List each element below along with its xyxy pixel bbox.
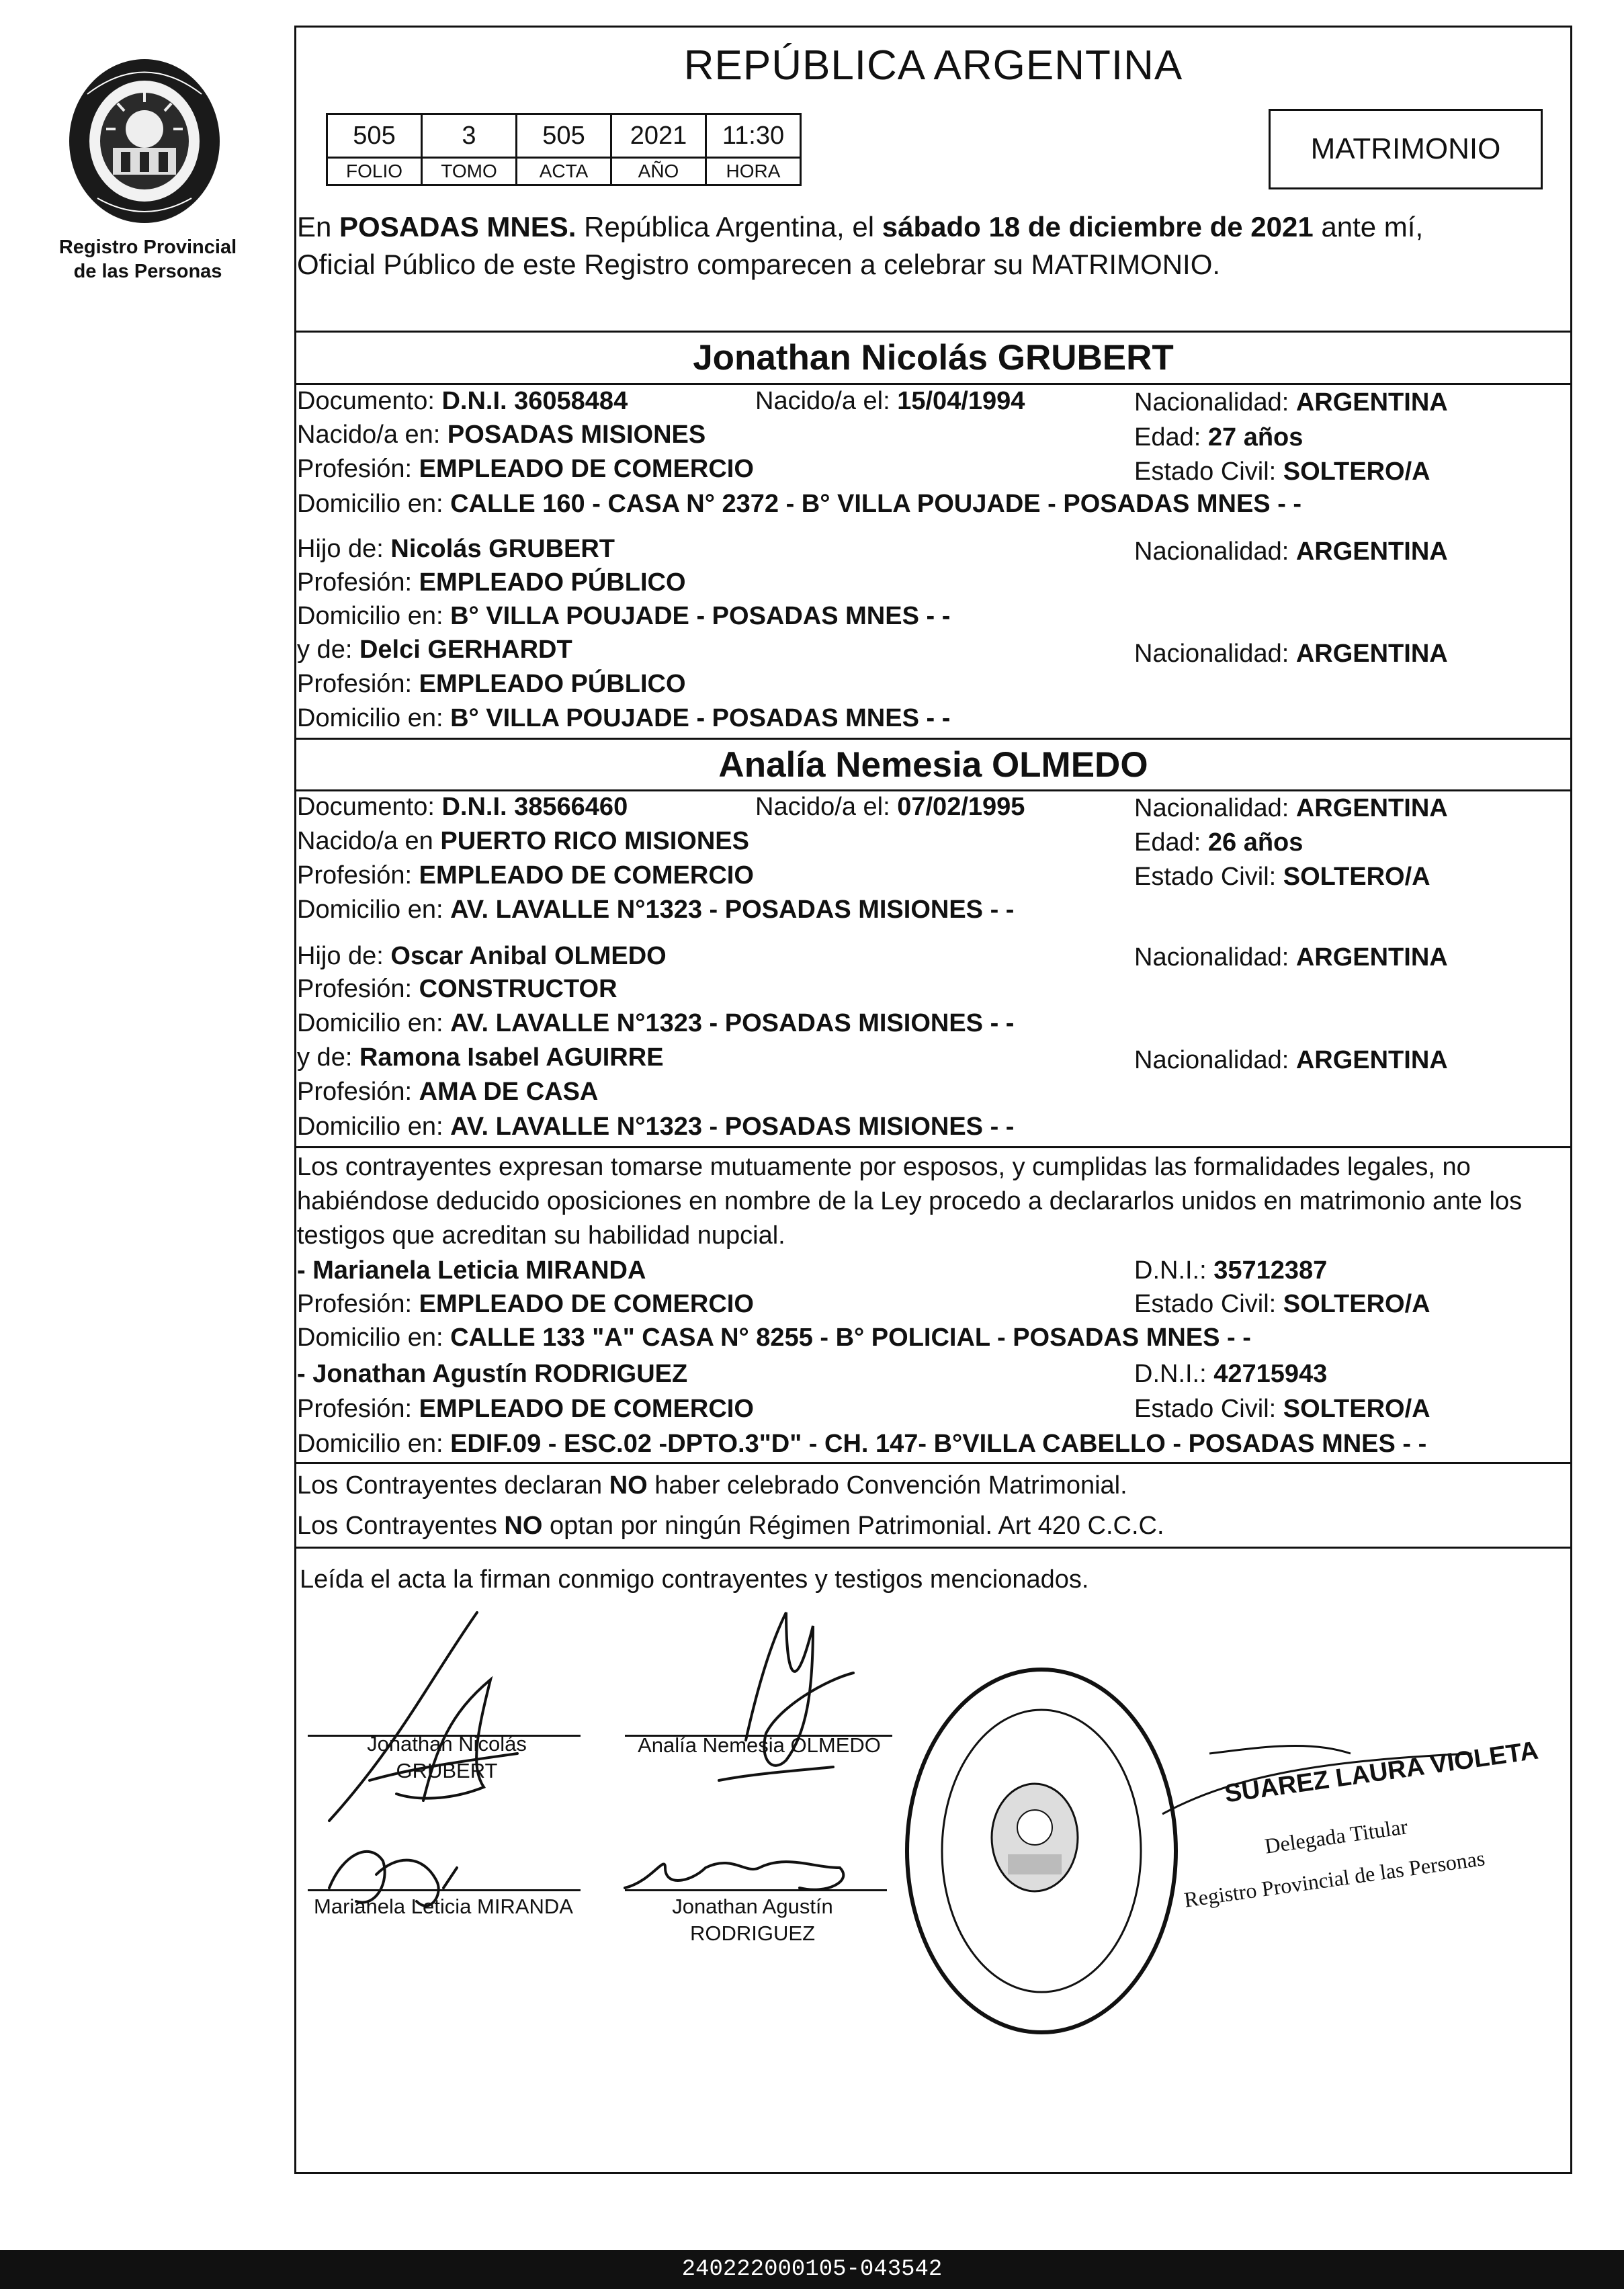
label: Profesión: xyxy=(297,670,419,698)
label: RODRIGUEZ xyxy=(690,1921,815,1945)
c1-lugar xyxy=(297,421,706,449)
oficial-cargo: Delegada Titular xyxy=(1263,1814,1410,1858)
value: ARGENTINA xyxy=(1295,943,1448,971)
label: Profesión: xyxy=(297,455,419,483)
firma-contrayente1 xyxy=(336,1731,558,1784)
label: D.N.I.: xyxy=(1134,1360,1214,1388)
label: Documento: xyxy=(297,387,442,415)
regimen-text xyxy=(297,1512,1164,1541)
divider xyxy=(294,331,1572,333)
label: Domicilio en: xyxy=(297,1324,451,1352)
value: - Marianela Leticia MIRANDA xyxy=(297,1256,646,1285)
testigo1-dni xyxy=(1134,1256,1327,1285)
c1-profesion xyxy=(297,455,754,484)
contrayente2-name: Analía Nemesia OLMEDO xyxy=(718,745,1148,785)
label: Profesión: xyxy=(297,975,419,1003)
value: D.N.I. 38566460 xyxy=(441,793,628,821)
value: EMPLEADO DE COMERCIO xyxy=(419,455,754,483)
c1-madre-profesion xyxy=(297,670,686,699)
folio-label: FOLIO xyxy=(327,158,422,185)
c1-madre-domicilio xyxy=(297,704,950,733)
value: CALLE 133 "A" CASA N° 8255 - B° POLICIAL - POSADAS MNES - - xyxy=(450,1324,1251,1352)
c1-padre-profesion xyxy=(297,568,686,597)
value: - Jonathan Agustín RODRIGUEZ xyxy=(297,1360,688,1388)
c1-documento xyxy=(297,387,628,416)
logo-caption-line2: de las Personas xyxy=(73,261,222,282)
testigo2-domicilio xyxy=(297,1430,1426,1459)
c2-padre-domicilio xyxy=(297,1009,1014,1038)
anio-value: 2021 xyxy=(611,114,706,158)
act-type-box: MATRIMONIO xyxy=(1269,109,1543,189)
value: PUERTO RICO MISIONES xyxy=(440,827,749,855)
divider xyxy=(294,738,1572,740)
label: Edad: xyxy=(1134,423,1208,451)
firma-testigo2 xyxy=(638,1893,867,1947)
oficial-org: Registro Provincial de las Personas xyxy=(1183,1846,1487,1912)
value: EMPLEADO DE COMERCIO xyxy=(419,1290,754,1318)
value: EMPLEADO PÚBLICO xyxy=(419,670,686,698)
label: Profesión: xyxy=(297,861,419,890)
testigo2-name xyxy=(297,1360,687,1389)
text: Los Contrayentes xyxy=(297,1512,505,1540)
c2-madre-profesion xyxy=(297,1078,598,1107)
value: 42715943 xyxy=(1213,1360,1328,1388)
label: Nacionalidad: xyxy=(1134,1046,1296,1074)
label: Nacionalidad: xyxy=(1134,794,1296,822)
divider xyxy=(294,383,1572,385)
label: Nacionalidad: xyxy=(1134,943,1296,971)
label: Nacido/a el: xyxy=(755,387,898,415)
c1-nacionalidad xyxy=(1134,388,1448,417)
text: optan por ningún Régimen Patrimonial. Art 420 C.C.C. xyxy=(542,1512,1164,1540)
signature-line xyxy=(625,1889,887,1891)
value: AV. LAVALLE N°1323 - POSADAS MISIONES - - xyxy=(450,1113,1015,1141)
firma-testigo1: Marianela Leticia MIRANDA xyxy=(314,1895,573,1918)
intro-date: sábado 18 de diciembre de 2021 xyxy=(882,211,1314,243)
c2-padre-nacionalidad xyxy=(1134,943,1448,972)
intro-city: POSADAS MNES. xyxy=(339,211,576,243)
value: ARGENTINA xyxy=(1295,388,1448,417)
value: 15/04/1994 xyxy=(897,387,1025,415)
label: Domicilio en: xyxy=(297,896,451,924)
text: haber celebrado Convención Matrimonial. xyxy=(647,1471,1127,1500)
label: Edad: xyxy=(1134,828,1208,857)
divider xyxy=(294,1547,1572,1549)
label: Nacionalidad: xyxy=(1134,537,1296,566)
label: Estado Civil: xyxy=(1134,1290,1283,1318)
document-title: REPÚBLICA ARGENTINA xyxy=(683,42,1183,89)
value: EMPLEADO PÚBLICO xyxy=(419,568,686,597)
value: AMA DE CASA xyxy=(419,1078,599,1106)
value: Oscar Anibal OLMEDO xyxy=(390,942,667,970)
label: Nacido/a el: xyxy=(755,793,898,821)
label: Hijo de: xyxy=(297,535,391,563)
label: D.N.I.: xyxy=(1134,1256,1214,1285)
value: EDIF.09 - ESC.02 -DPTO.3"D" - CH. 147- B°VILLA CABELLO - POSADAS MNES - - xyxy=(450,1430,1427,1458)
c1-nacimiento xyxy=(755,387,1025,416)
label: Domicilio en: xyxy=(297,490,451,518)
divider xyxy=(294,1462,1572,1464)
label: Profesión: xyxy=(297,568,419,597)
c1-estado-civil xyxy=(1134,458,1430,486)
label: Domicilio en: xyxy=(297,704,451,732)
label: y de: xyxy=(297,1043,359,1072)
c2-madre-domicilio xyxy=(297,1113,1014,1141)
emphasis: NO xyxy=(504,1512,543,1540)
testigo1-domicilio xyxy=(297,1324,1251,1352)
c2-madre xyxy=(297,1043,664,1072)
intro-part: República Argentina, el xyxy=(576,211,882,243)
divider xyxy=(294,1146,1572,1148)
c2-padre-profesion xyxy=(297,975,617,1004)
acta-label: ACTA xyxy=(517,158,611,185)
testigo1-profesion xyxy=(297,1290,754,1319)
label: Nacionalidad: xyxy=(1134,388,1296,417)
label: Domicilio en: xyxy=(297,602,451,630)
testigo1-estado-civil xyxy=(1134,1290,1430,1319)
firma-contrayente2: Analía Nemesia OLMEDO xyxy=(638,1733,881,1757)
label: Profesión: xyxy=(297,1290,419,1318)
text: Los Contrayentes declaran xyxy=(297,1471,609,1500)
intro-part: ante mí, xyxy=(1313,211,1424,243)
value: AV. LAVALLE N°1323 - POSADAS MISIONES - - xyxy=(450,896,1015,924)
label: Nacido/a en xyxy=(297,827,441,855)
logo-caption xyxy=(40,235,255,284)
oficial-name: SUAREZ LAURA VIOLETA xyxy=(1223,1736,1541,1809)
firma-intro: Leída el acta la firman conmigo contrayentes y testigos mencionados. xyxy=(300,1565,1089,1594)
record-table xyxy=(326,113,802,186)
c1-domicilio xyxy=(297,490,1301,519)
label: Nacido/a en: xyxy=(297,421,447,449)
label: Profesión: xyxy=(297,1395,419,1423)
c2-madre-nacionalidad xyxy=(1134,1046,1448,1075)
divider xyxy=(294,789,1572,791)
value: 27 años xyxy=(1207,423,1304,451)
label: Domicilio en: xyxy=(297,1009,451,1037)
tomo-value: 3 xyxy=(422,114,517,158)
c1-edad xyxy=(1134,423,1303,452)
c2-padre xyxy=(297,942,667,971)
c1-padre-domicilio xyxy=(297,602,950,631)
value: Nicolás GRUBERT xyxy=(390,535,615,563)
intro-text xyxy=(297,208,1564,284)
official-seal xyxy=(900,1663,1183,2039)
emphasis: NO xyxy=(609,1471,648,1500)
acta-value: 505 xyxy=(517,114,611,158)
value: SOLTERO/A xyxy=(1283,1290,1430,1318)
folio-value: 505 xyxy=(327,114,422,158)
value: B° VILLA POUJADE - POSADAS MNES - - xyxy=(450,704,951,732)
c1-madre xyxy=(297,636,572,664)
testigo2-profesion xyxy=(297,1395,754,1424)
label: Profesión: xyxy=(297,1078,419,1106)
logo-caption-line1: Registro Provincial xyxy=(58,236,237,258)
label: Nacionalidad: xyxy=(1134,640,1296,668)
c2-nacionalidad xyxy=(1134,794,1448,823)
value: AV. LAVALLE N°1323 - POSADAS MISIONES - - xyxy=(450,1009,1015,1037)
document-code: 240222000105-043542 xyxy=(0,2250,1624,2289)
value: Ramona Isabel AGUIRRE xyxy=(359,1043,664,1072)
c1-padre-nacionalidad xyxy=(1134,537,1448,566)
value: POSADAS MISIONES xyxy=(447,421,706,449)
label: Jonathan Agustín xyxy=(672,1895,833,1918)
label: Estado Civil: xyxy=(1134,863,1283,891)
value: SOLTERO/A xyxy=(1283,458,1430,486)
label: Jonathan Nicolás xyxy=(367,1732,527,1756)
c2-lugar xyxy=(297,827,749,856)
value: 35712387 xyxy=(1213,1256,1328,1285)
c1-madre-nacionalidad xyxy=(1134,640,1448,668)
value: SOLTERO/A xyxy=(1283,1395,1430,1423)
testigo2-estado-civil xyxy=(1134,1395,1430,1424)
signature-line xyxy=(308,1889,581,1891)
c2-domicilio xyxy=(297,896,1014,924)
c2-nacimiento xyxy=(755,793,1025,822)
intro-line2: Oficial Público de este Registro comparecen a celebrar su MATRIMONIO. xyxy=(297,249,1221,280)
value: ARGENTINA xyxy=(1295,537,1448,566)
hora-label: HORA xyxy=(706,158,801,185)
c2-documento xyxy=(297,793,628,822)
value: SOLTERO/A xyxy=(1283,863,1430,891)
value: CALLE 160 - CASA N° 2372 - B° VILLA POUJADE - POSADAS MNES - - xyxy=(450,490,1302,518)
label: Documento: xyxy=(297,793,442,821)
hora-value: 11:30 xyxy=(706,114,801,158)
c1-padre xyxy=(297,535,615,564)
tomo-label: TOMO xyxy=(422,158,517,185)
anio-label: AÑO xyxy=(611,158,706,185)
contrayente1-name: Jonathan Nicolás GRUBERT xyxy=(693,338,1174,378)
testigo1-name xyxy=(297,1256,646,1285)
value: ARGENTINA xyxy=(1295,794,1448,822)
convencion-text xyxy=(297,1471,1127,1500)
intro-part: En xyxy=(297,211,340,243)
c2-edad xyxy=(1134,828,1303,857)
value: ARGENTINA xyxy=(1295,640,1448,668)
c2-profesion xyxy=(297,861,754,890)
declaracion-text: Los contrayentes expresan tomarse mutuamente por esposos, y cumplidas las formalidades legales, no habiéndose deducido oposiciones en nombre de la Ley procedo a declararlos unidos en matrimonio ante los testigos que acreditan su habilidad nupcial. xyxy=(297,1153,1523,1250)
value: Delci GERHARDT xyxy=(359,636,572,664)
label: Estado Civil: xyxy=(1134,458,1283,486)
value: D.N.I. 36058484 xyxy=(441,387,628,415)
value: B° VILLA POUJADE - POSADAS MNES - - xyxy=(450,602,951,630)
label: Estado Civil: xyxy=(1134,1395,1283,1423)
label: Domicilio en: xyxy=(297,1430,451,1458)
value: CONSTRUCTOR xyxy=(419,975,617,1003)
value: 26 años xyxy=(1207,828,1304,857)
province-logo xyxy=(60,54,228,228)
label: Domicilio en: xyxy=(297,1113,451,1141)
c2-estado-civil xyxy=(1134,863,1430,892)
value: EMPLEADO DE COMERCIO xyxy=(419,1395,754,1423)
label: Hijo de: xyxy=(297,942,391,970)
label: GRUBERT xyxy=(396,1759,498,1782)
label: y de: xyxy=(297,636,359,664)
value: 07/02/1995 xyxy=(897,793,1025,821)
value: ARGENTINA xyxy=(1295,1046,1448,1074)
value: EMPLEADO DE COMERCIO xyxy=(419,861,754,890)
testigo2-dni xyxy=(1134,1360,1327,1389)
